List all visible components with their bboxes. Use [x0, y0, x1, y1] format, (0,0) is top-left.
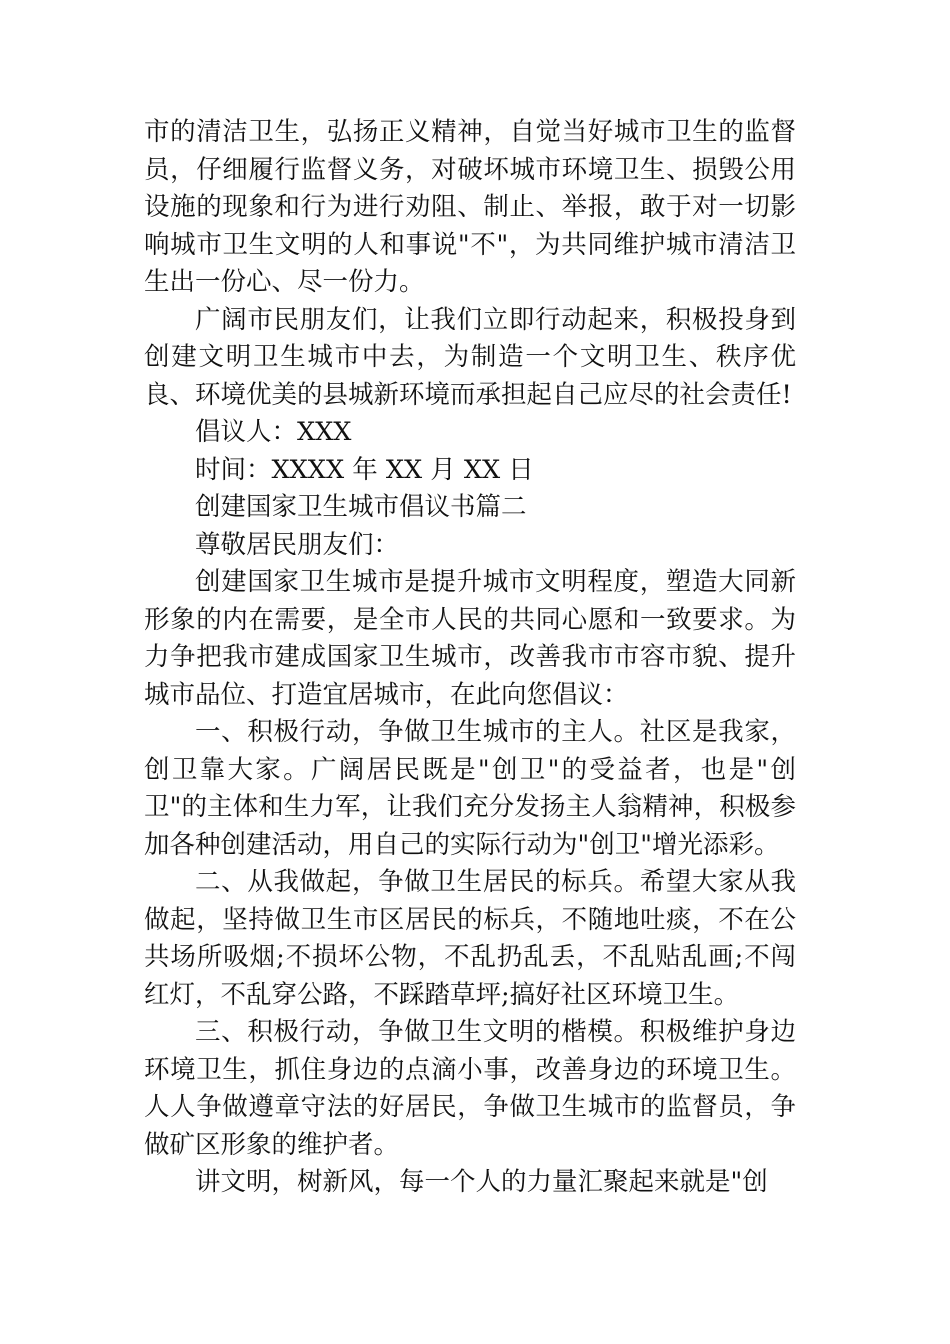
paragraph-intro: 创建国家卫生城市是提升城市文明程度，塑造大同新形象的内在需要，是全市人民的共同心愿和一致要求。为力争把我市建成国家卫生城市，改善我市市容市貌、提升城市品位、打造宜居城市，在此向您倡议：	[144, 567, 796, 710]
proposer-line: 倡议人：XXX	[195, 417, 352, 447]
salutation: 尊敬居民朋友们：	[195, 529, 400, 560]
date-line: 时间：XXXX 年 XX 月 XX 日	[195, 454, 534, 485]
paragraph-1: 市的清洁卫生，弘扬正义精神，自觉当好城市卫生的监督员，仔细履行监督义务，对破坏城市环境卫生、损毁公用设施的现象和行为进行劝阻、制止、举报，敢于对一切影响城市卫生文明的人和事说"不"，为共同维护城市清洁卫生出一份心、尽一份力。	[144, 117, 796, 297]
paragraph-closing: 讲文明，树新风，每一个人的力量汇聚起来就是"创	[195, 1167, 768, 1197]
paragraph-2: 广阔市民朋友们，让我们立即行动起来，积极投身到创建文明卫生城市中去，为制造一个文明卫生、秩序优良、环境优美的县城新环境而承担起自己应尽的社会责任!	[144, 304, 796, 410]
paragraph-point-1: 一、积极行动，争做卫生城市的主人。社区是我家，创卫靠大家。广阔居民既是"创卫"的受益者，也是"创卫"的主体和生力军，让我们充分发扬主人翁精神，积极参加各种创建活动，用自己的实际行动为"创卫"增光添彩。	[144, 717, 796, 860]
section-title: 创建国家卫生城市倡议书篇二	[195, 492, 527, 522]
paragraph-point-3: 三、积极行动，争做卫生文明的楷模。积极维护身边环境卫生，抓住身边的点滴小事，改善身边的环境卫生。人人争做遵章守法的好居民，争做卫生城市的监督员，争做矿区形象的维护者。	[144, 1017, 796, 1160]
paragraph-point-2: 二、从我做起，争做卫生居民的标兵。希望大家从我做起，坚持做卫生市区居民的标兵，不随地吐痰，不在公共场所吸烟;不损坏公物，不乱扔乱丢，不乱贴乱画;不闯红灯，不乱穿公路，不踩踏草坪;搞好社区环境卫生。	[144, 867, 796, 1010]
document-body	[144, 114, 796, 1202]
